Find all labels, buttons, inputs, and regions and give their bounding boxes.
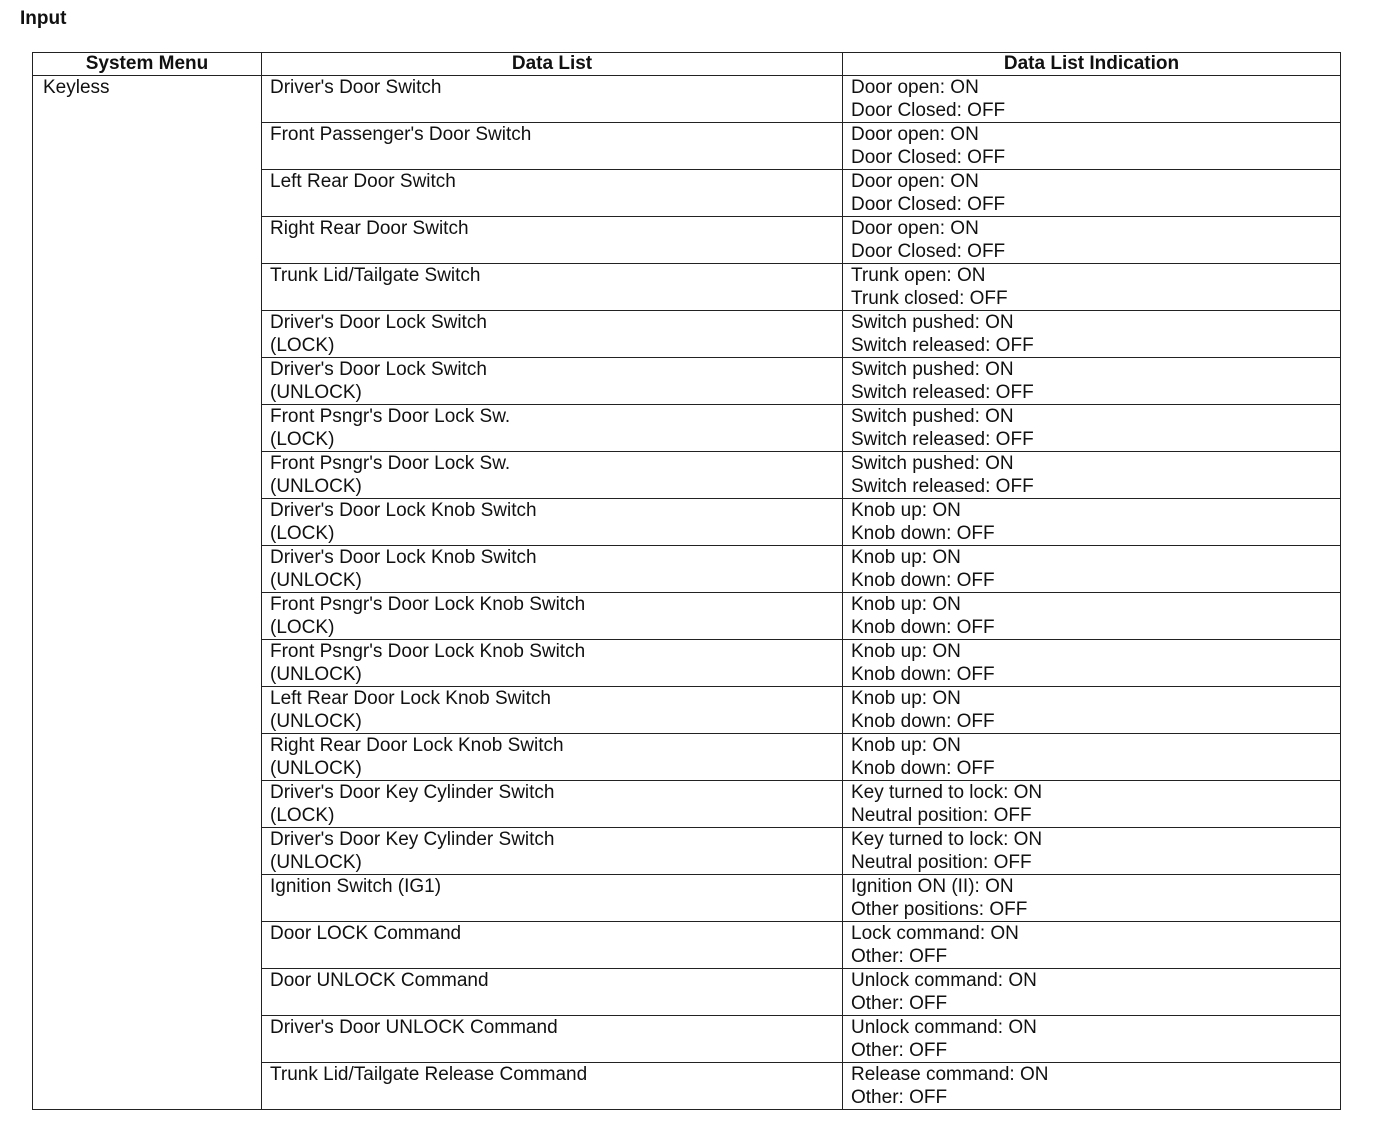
indication-line: Other: OFF: [851, 946, 948, 967]
data-list-cell: [262, 546, 843, 593]
data-list-item-line: (UNLOCK): [270, 476, 362, 497]
data-list-item-line: (LOCK): [270, 617, 335, 638]
indication-line: Knob down: OFF: [851, 617, 995, 638]
indication-cell: [843, 640, 1341, 687]
indication-cell: [843, 76, 1341, 123]
indication-cell: [843, 358, 1341, 405]
data-list-cell: [262, 405, 843, 452]
data-list-cell: [262, 452, 843, 499]
indication-line: Knob down: OFF: [851, 523, 995, 544]
data-list-table: [32, 52, 1341, 1110]
data-list-cell: [262, 1063, 843, 1110]
data-list-cell: [262, 875, 843, 922]
data-list-item-line: Front Psngr's Door Lock Sw.: [270, 406, 511, 427]
data-list-item-line: (LOCK): [270, 335, 335, 356]
data-list-cell: [262, 687, 843, 734]
indication-cell: [843, 969, 1341, 1016]
table-body: [33, 76, 1341, 1110]
indication-line: Switch released: OFF: [851, 476, 1034, 497]
indication-line: Switch pushed: ON: [851, 453, 1014, 474]
indication-cell: [843, 734, 1341, 781]
data-list-cell: [262, 922, 843, 969]
indication-line: Knob down: OFF: [851, 664, 995, 685]
indication-line: Knob up: ON: [851, 688, 961, 709]
indication-line: Other: OFF: [851, 1040, 948, 1061]
data-list-item-line: (LOCK): [270, 429, 335, 450]
indication-line: Lock command: ON: [851, 923, 1019, 944]
data-list-item-line: Driver's Door Lock Switch: [270, 312, 487, 333]
indication-line: Ignition ON (II): ON: [851, 876, 1014, 897]
indication-cell: [843, 546, 1341, 593]
data-list-item-line: (LOCK): [270, 805, 335, 826]
data-list-item-line: Front Passenger's Door Switch: [270, 124, 532, 145]
indication-line: Door Closed: OFF: [851, 194, 1006, 215]
indication-line: Unlock command: ON: [851, 970, 1037, 991]
data-list-item-line: Driver's Door Switch: [270, 77, 442, 98]
indication-cell: [843, 922, 1341, 969]
indication-cell: [843, 264, 1341, 311]
indication-line: Door open: ON: [851, 218, 979, 239]
indication-cell: [843, 593, 1341, 640]
data-list-cell: [262, 734, 843, 781]
data-list-item-line: Right Rear Door Switch: [270, 218, 469, 239]
indication-line: Key turned to lock: ON: [851, 782, 1043, 803]
data-list-cell: [262, 264, 843, 311]
data-list-cell: [262, 640, 843, 687]
data-list-item-line: Driver's Door Lock Switch: [270, 359, 487, 380]
indication-line: Door open: ON: [851, 124, 979, 145]
indication-line: Other: OFF: [851, 1087, 948, 1108]
table-row: [33, 76, 1341, 123]
indication-line: Knob down: OFF: [851, 758, 995, 779]
data-list-item-line: (LOCK): [270, 523, 335, 544]
indication-line: Switch released: OFF: [851, 335, 1034, 356]
indication-line: Neutral position: OFF: [851, 805, 1032, 826]
data-list-cell: [262, 123, 843, 170]
data-list-item-line: Door UNLOCK Command: [270, 970, 489, 991]
data-list-item-line: Right Rear Door Lock Knob Switch: [270, 735, 564, 756]
data-list-item-line: Front Psngr's Door Lock Sw.: [270, 453, 511, 474]
indication-line: Door open: ON: [851, 77, 979, 98]
indication-cell: [843, 1063, 1341, 1110]
data-list-item-line: (UNLOCK): [270, 570, 362, 591]
indication-line: Trunk open: ON: [851, 265, 986, 286]
indication-line: Key turned to lock: ON: [851, 829, 1043, 850]
data-list-item-line: Trunk Lid/Tailgate Switch: [270, 265, 481, 286]
data-list-item-line: (UNLOCK): [270, 382, 362, 403]
indication-cell: [843, 875, 1341, 922]
indication-line: Knob up: ON: [851, 500, 961, 521]
indication-line: Knob up: ON: [851, 547, 961, 568]
data-list-item-line: (UNLOCK): [270, 711, 362, 732]
indication-cell: [843, 828, 1341, 875]
indication-line: Door Closed: OFF: [851, 100, 1006, 121]
data-list-cell: [262, 311, 843, 358]
data-list-item-line: Left Rear Door Switch: [270, 171, 456, 192]
indication-line: Knob up: ON: [851, 641, 961, 662]
data-list-item-line: Driver's Door Key Cylinder Switch: [270, 829, 555, 850]
indication-line: Switch pushed: ON: [851, 359, 1014, 380]
indication-line: Other: OFF: [851, 993, 948, 1014]
indication-line: Neutral position: OFF: [851, 852, 1032, 873]
indication-line: Knob up: ON: [851, 735, 961, 756]
data-list-item-line: Trunk Lid/Tailgate Release Command: [270, 1064, 588, 1085]
indication-cell: [843, 405, 1341, 452]
data-list-item-line: Ignition Switch (IG1): [270, 876, 442, 897]
indication-line: Trunk closed: OFF: [851, 288, 1008, 309]
data-list-item-line: Driver's Door Key Cylinder Switch: [270, 782, 555, 803]
indication-line: Switch pushed: ON: [851, 312, 1014, 333]
indication-cell: [843, 170, 1341, 217]
indication-cell: [843, 452, 1341, 499]
table-header-row: [33, 53, 1341, 76]
data-list-item-line: (UNLOCK): [270, 852, 362, 873]
indication-line: Door Closed: OFF: [851, 147, 1006, 168]
header-data-list: Data List: [262, 53, 843, 76]
data-list-cell: [262, 593, 843, 640]
indication-cell: [843, 311, 1341, 358]
data-list-item-line: (UNLOCK): [270, 664, 362, 685]
header-data-list-indication: Data List Indication: [843, 53, 1341, 76]
indication-line: Release command: ON: [851, 1064, 1049, 1085]
header-system-menu: System Menu: [33, 53, 262, 76]
data-list-item-line: Driver's Door UNLOCK Command: [270, 1017, 558, 1038]
data-list-item-line: Front Psngr's Door Lock Knob Switch: [270, 641, 586, 662]
data-list-cell: [262, 170, 843, 217]
data-list-item-line: Door LOCK Command: [270, 923, 462, 944]
indication-line: Knob down: OFF: [851, 711, 995, 732]
indication-line: Switch released: OFF: [851, 429, 1034, 450]
data-list-item-line: Front Psngr's Door Lock Knob Switch: [270, 594, 586, 615]
indication-cell: [843, 1016, 1341, 1063]
data-list-cell: [262, 358, 843, 405]
indication-cell: [843, 217, 1341, 264]
indication-line: Switch released: OFF: [851, 382, 1034, 403]
data-list-cell: [262, 828, 843, 875]
indication-cell: [843, 123, 1341, 170]
data-list-item-line: Left Rear Door Lock Knob Switch: [270, 688, 551, 709]
indication-line: Door Closed: OFF: [851, 241, 1006, 262]
indication-line: Other positions: OFF: [851, 899, 1028, 920]
data-list-cell: [262, 217, 843, 264]
indication-line: Door open: ON: [851, 171, 979, 192]
indication-cell: [843, 781, 1341, 828]
data-list-cell: [262, 781, 843, 828]
data-list-cell: [262, 1016, 843, 1063]
data-list-cell: [262, 76, 843, 123]
indication-cell: [843, 687, 1341, 734]
indication-line: Unlock command: ON: [851, 1017, 1037, 1038]
system-menu-value: Keyless: [43, 77, 110, 98]
data-list-cell: [262, 499, 843, 546]
indication-line: Knob down: OFF: [851, 570, 995, 591]
data-list-item-line: Driver's Door Lock Knob Switch: [270, 500, 537, 521]
indication-line: Switch pushed: ON: [851, 406, 1014, 427]
data-list-cell: [262, 969, 843, 1016]
indication-cell: [843, 499, 1341, 546]
section-title: Input: [20, 8, 67, 29]
indication-line: Knob up: ON: [851, 594, 961, 615]
data-list-item-line: (UNLOCK): [270, 758, 362, 779]
data-list-item-line: Driver's Door Lock Knob Switch: [270, 547, 537, 568]
system-menu-cell: [33, 76, 262, 1110]
